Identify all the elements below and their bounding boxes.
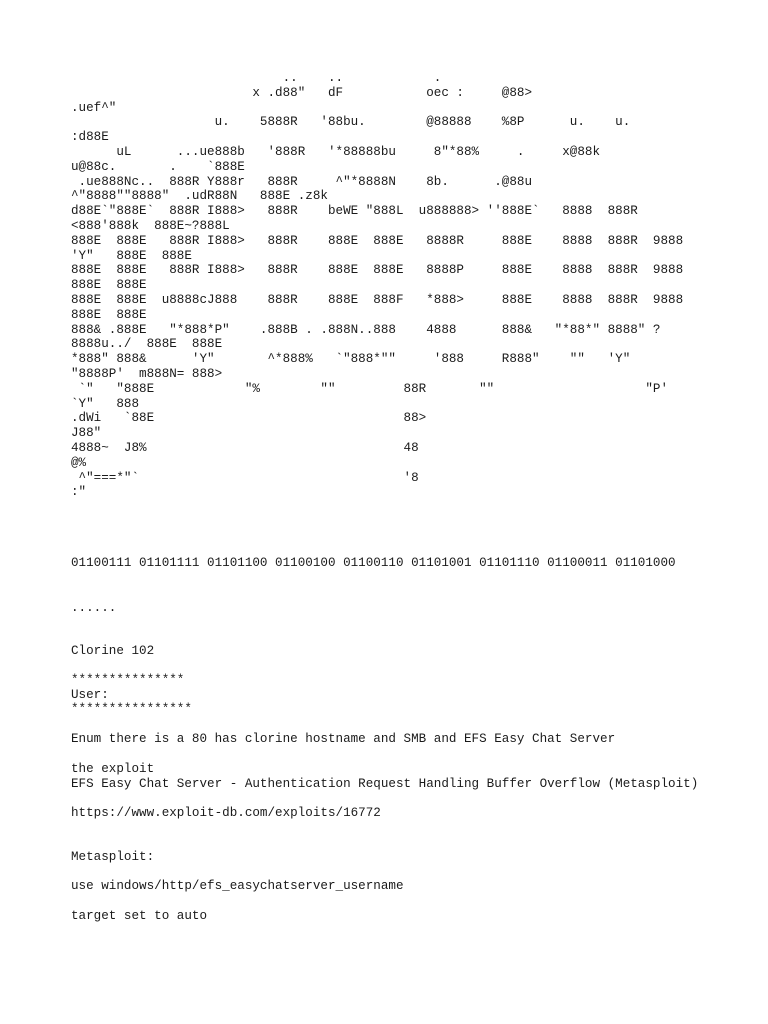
ascii-art-banner: .. .. . x .d88" dF oec : @88> .uef^" u. 5888R '88bu. @88888 %8P u. u. :d88E uL ...ue888b '888R '*88888bu 8"*88% . x@88k u@88c. . `888E .ue888Nc.. 888R Y888r 888R ^"*8888N 8b. .@88u ^"8888""8888" .udR88N 888E .z8k d88E`"888E` 888R I888> 888R beWE "888L u888888> ''888E` 8888 888R <888'888k 888E~?888L 888E 888E 888R I888> 888R 888E 888E 8888R 888E 8888 888R 9888 'Y" 888E 888E 888E 888E 888R I888> 888R 888E 888E 8888P 888E 8888 888R 9888 888E 888E 888E 888E u8888cJ888 888R 888E 888F *888> 888E 8888 888R 9888 888E 888E 888& .888E "*888*P" .888B . .888N..888 4888 888& "*88*" 8888" ? 8888u../ 888E 888E *888" 888& 'Y" ^*888% `"888*"" '888 R888" "" 'Y" "8888P' m888N= 888> `" "888E "% "" 88R "" "P' `Y" 888 .dWi `88E 88> J88" 4888~ J8% 48 @% ^"===*"` '8 :" xyxy=(71,71,684,500)
binary-string: 01100111 01101111 01101100 01100100 01100110 01101001 01101110 01100011 01101000 xyxy=(71,556,676,570)
target-text: target set to auto xyxy=(71,909,208,923)
document-title: Clorine 102 xyxy=(71,644,155,658)
dots-text: ...... xyxy=(71,601,117,615)
enum-text: Enum there is a 80 has clorine hostname and SMB and EFS Easy Chat Server xyxy=(71,732,616,746)
separator-bottom: **************** xyxy=(71,702,192,716)
metasploit-label: Metasploit: xyxy=(71,850,155,864)
use-command: use windows/http/efs_easychatserver_username xyxy=(71,879,404,893)
exploit-name: EFS Easy Chat Server - Authentication Request Handling Buffer Overflow (Metasploit) xyxy=(71,777,699,791)
separator-top: *************** xyxy=(71,673,185,687)
user-label: User: xyxy=(71,688,109,702)
exploit-url: https://www.exploit-db.com/exploits/16772 xyxy=(71,806,381,820)
exploit-label: the exploit xyxy=(71,762,155,776)
